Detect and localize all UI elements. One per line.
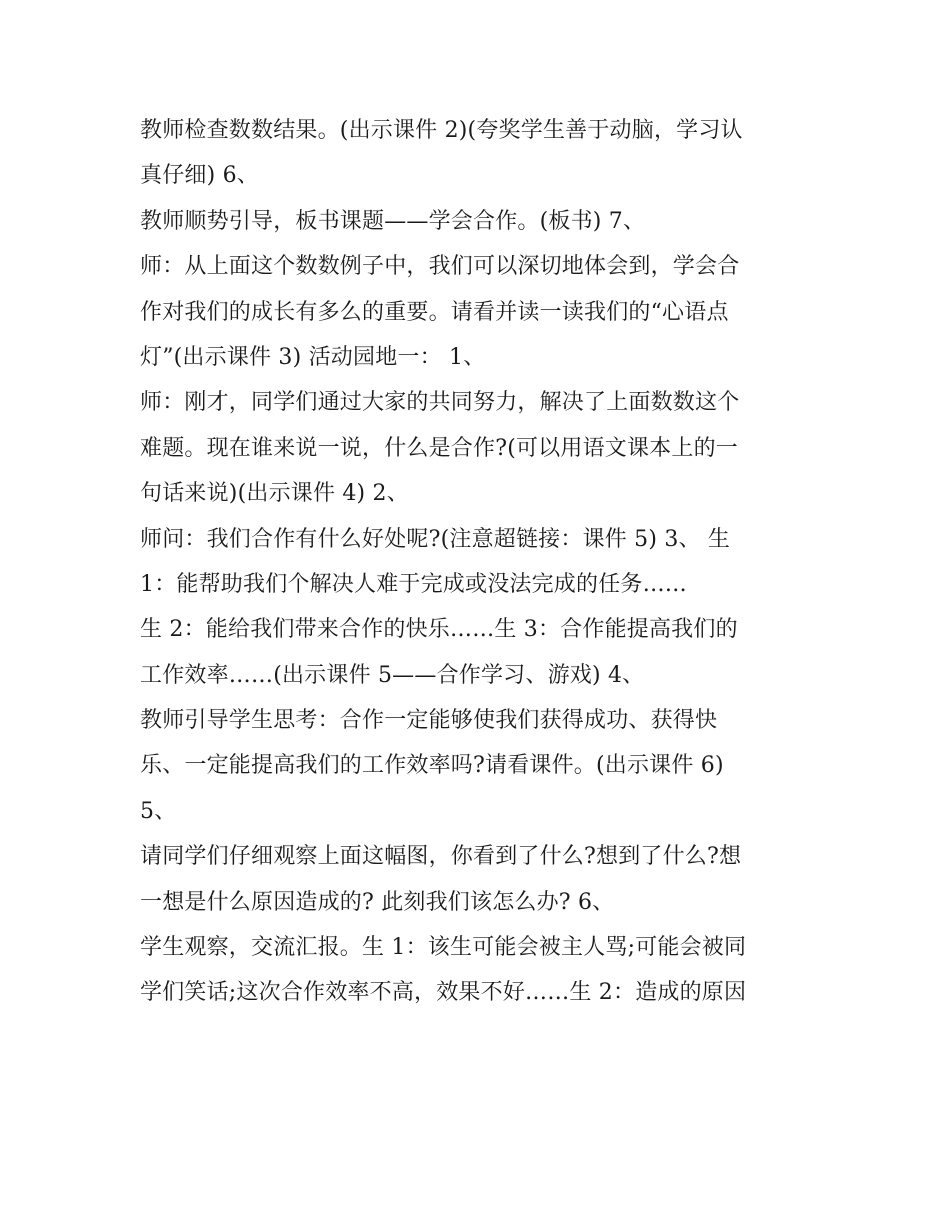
- text-line: 灯”(出示课件 3) 活动园地一： 1、: [140, 344, 486, 370]
- text-line: 句话来说)(出示课件 4) 2、: [140, 481, 409, 507]
- text-line: 学们笑话;这次合作效率不高，效果不好……生 2：造成的原因: [140, 980, 747, 1006]
- text-line: 难题。现在谁来说一说，什么是合作?(可以用语文课本上的一: [140, 435, 738, 461]
- text-line: 师问：我们合作有什么好处呢?(注意超链接：课件 5) 3、 生: [140, 526, 731, 552]
- text-line: 请同学们仔细观察上面这幅图，你看到了什么?想到了什么?想: [140, 844, 742, 870]
- document-body: [140, 108, 820, 1016]
- text-line: 一想是什么原因造成的? 此刻我们该怎么办? 6、: [140, 889, 615, 915]
- text-line: 教师检查数数结果。(出示课件 2)(夸奖学生善于动脑，学习认: [140, 118, 743, 143]
- text-line: 工作效率……(出示课件 5——合作学习、游戏) 4、: [140, 662, 645, 688]
- text-line: 乐、一定能提高我们的工作效率吗?请看课件。(出示课件 6): [140, 753, 724, 779]
- text-line: 真仔细) 6、: [140, 163, 259, 189]
- text-line: 师：从上面这个数数例子中，我们可以深切地体会到，学会合: [140, 254, 740, 280]
- text-line: 作对我们的成长有多么的重要。请看并读一读我们的“心语点: [140, 299, 729, 325]
- text-line: 学生观察，交流汇报。生 1：该生可能会被主人骂;可能会被同: [140, 935, 747, 961]
- text-line: 教师引导学生思考：合作一定能够使我们获得成功、获得快: [140, 708, 718, 734]
- text-line: 师：刚才，同学们通过大家的共同努力，解决了上面数数这个: [140, 390, 740, 416]
- text-line: 1：能帮助我们个解决人难于完成或没法完成的任务……: [140, 571, 687, 597]
- text-line: 教师顺势引导，板书课题——学会合作。(板书) 7、: [140, 208, 646, 234]
- text-line: 5、: [140, 798, 177, 824]
- text-line: 生 2：能给我们带来合作的快乐……生 3：合作能提高我们的: [140, 617, 738, 643]
